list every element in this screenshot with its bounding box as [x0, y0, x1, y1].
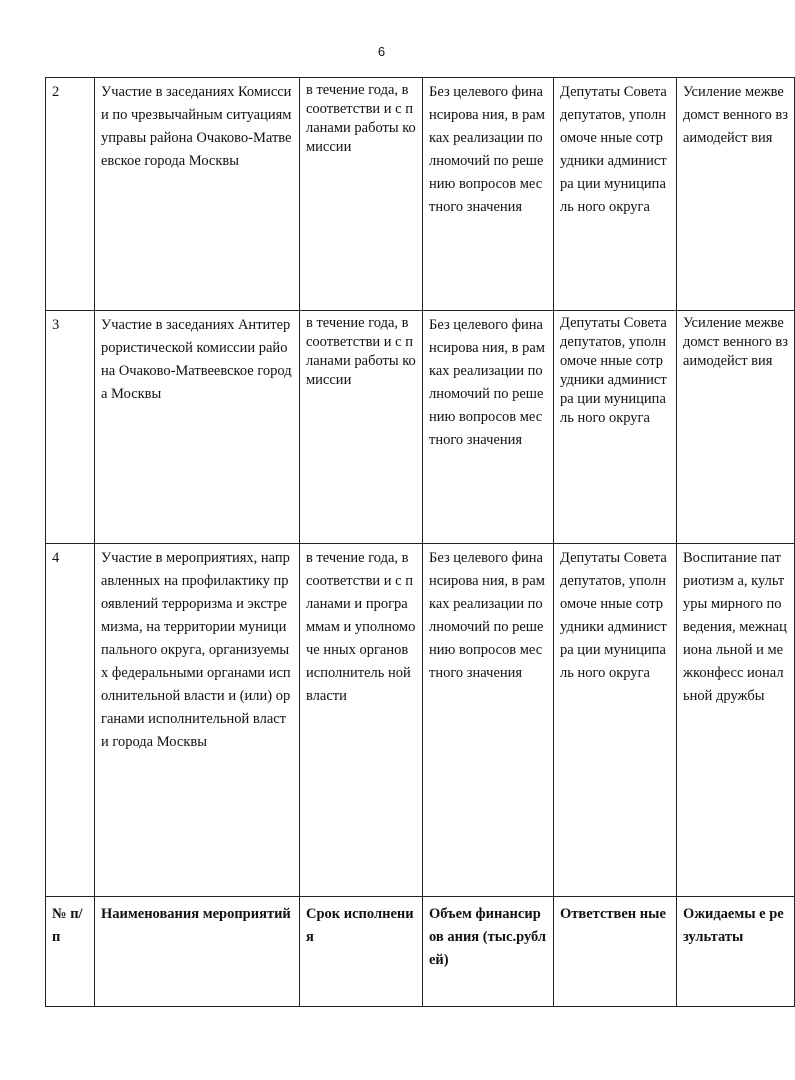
event-name-cell: Участие в мероприятиях, направленных на профилактику проявлений терроризма и экстремизма, на территории муниципального округа, организуемых федеральными органами исполнительной власти и (или) органами исполнительной власти города Москвы	[95, 544, 300, 897]
table-row	[46, 544, 795, 897]
funding-cell: Без целевого финансирова ния, в рамках реализации полномочий по решению вопросов местного значения	[423, 78, 554, 311]
table-row	[46, 78, 795, 311]
header-funding-cell: Объем финансиров ания (тыс.рублей)	[423, 897, 554, 1007]
responsible-cell: Депутаты Совета депутатов, уполномоче нные сотрудники администра ции муниципаль ного округа	[554, 544, 677, 897]
event-name-cell: Участие в заседаниях Антитеррористической комиссии района Очаково-Матвеевское города Москвы	[95, 311, 300, 544]
term-cell: в течение года, в соответстви и с планами и программам и уполномоче нных органов исполнитель ной власти	[300, 544, 423, 897]
header-result-cell: Ожидаемы е результаты	[677, 897, 795, 1007]
page-number: 6	[377, 44, 386, 59]
header-name-cell: Наименования мероприятий	[95, 897, 300, 1007]
result-cell: Усиление межведомст венного взаимодейст вия	[677, 78, 795, 311]
table-row	[46, 311, 795, 544]
funding-cell: Без целевого финансирова ния, в рамках реализации полномочий по решению вопросов местного значения	[423, 311, 554, 544]
responsible-cell: Депутаты Совета депутатов, уполномоче нные сотрудники администра ции муниципаль ного округа	[554, 311, 677, 544]
row-number-cell: 2	[46, 78, 95, 311]
header-term-cell: Срок исполнения	[300, 897, 423, 1007]
header-responsible-cell: Ответствен ные	[554, 897, 677, 1007]
event-name-cell: Участие в заседаниях Комиссии по чрезвычайным ситуациям управы района Очаково-Матвеевское города Москвы	[95, 78, 300, 311]
result-cell: Усиление межведомст венного взаимодейст вия	[677, 311, 795, 544]
events-plan-table	[45, 77, 795, 1007]
row-number-cell: 4	[46, 544, 95, 897]
responsible-cell: Депутаты Совета депутатов, уполномоче нные сотрудники администра ции муниципаль ного округа	[554, 78, 677, 311]
table-header-row	[46, 897, 795, 1007]
term-cell: в течение года, в соответстви и с планами работы комиссии	[300, 311, 423, 544]
header-num-cell: № п/п	[46, 897, 95, 1007]
row-number-cell: 3	[46, 311, 95, 544]
term-cell: в течение года, в соответстви и с планами работы комиссии	[300, 78, 423, 311]
funding-cell: Без целевого финансирова ния, в рамках реализации полномочий по решению вопросов местного значения	[423, 544, 554, 897]
result-cell: Воспитание патриотизм а, культуры мирного поведения, межнациона льной и межконфесс иональной дружбы	[677, 544, 795, 897]
